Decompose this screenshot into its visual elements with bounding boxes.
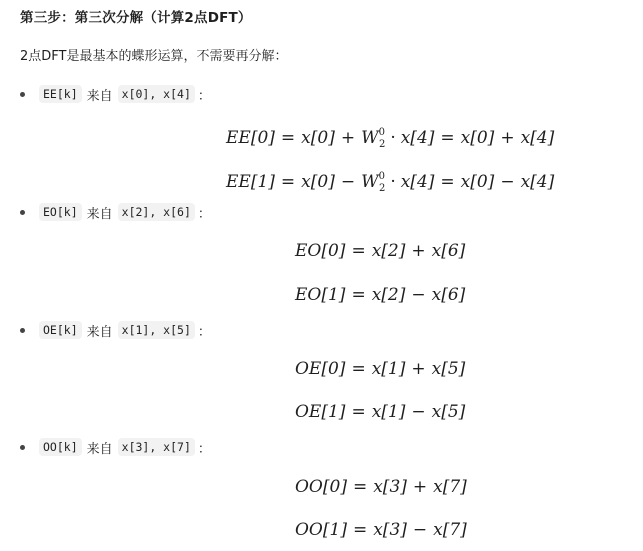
from-label: 来自 bbox=[86, 206, 113, 222]
code-sources-oe: x[1], x[5] bbox=[118, 321, 195, 339]
eq-lhs: EO[1] bbox=[295, 285, 346, 305]
code-sources-ee: x[0], x[4] bbox=[118, 85, 195, 103]
eq-term: x[0] bbox=[301, 128, 335, 148]
equation-ee0 bbox=[226, 122, 554, 156]
bullet-eo bbox=[20, 202, 211, 222]
code-ee-k: EE[k] bbox=[39, 85, 82, 103]
eq-sign: = bbox=[280, 172, 296, 192]
eq-term: x[1] bbox=[371, 402, 406, 422]
eq-term: x[3] bbox=[373, 520, 407, 540]
intro-text: 2点DFT是最基本的蝶形运算，不需要再分解： bbox=[20, 49, 288, 64]
from-label: 来自 bbox=[86, 441, 113, 457]
twiddle-sup: 0 bbox=[378, 127, 385, 138]
eq-sign: = bbox=[280, 128, 296, 148]
bullet-dot bbox=[20, 328, 25, 333]
eq-dot: · bbox=[390, 128, 396, 148]
eq-term: x[1] bbox=[371, 359, 406, 379]
eq-term: x[4] bbox=[520, 172, 555, 192]
eq-term: x[2] bbox=[371, 285, 406, 305]
eq-sign: = bbox=[352, 477, 368, 497]
eq-lhs: OE[1] bbox=[295, 402, 346, 422]
eq-term: x[7] bbox=[433, 520, 467, 540]
eq-lhs: EE[1] bbox=[226, 172, 275, 192]
twiddle-sub: 2 bbox=[378, 183, 386, 194]
equation-oo0 bbox=[295, 476, 467, 498]
equation-eo0 bbox=[295, 240, 465, 262]
eq-term: x[7] bbox=[433, 477, 467, 497]
bullet-oo bbox=[20, 437, 211, 457]
bullet-dot bbox=[20, 210, 25, 215]
eq-op: − bbox=[500, 172, 515, 192]
colon: ： bbox=[197, 88, 211, 104]
section-heading: 第三步：第三次分解（计算2点DFT） bbox=[20, 10, 252, 26]
code-sources-oo: x[3], x[7] bbox=[118, 438, 195, 456]
from-label: 来自 bbox=[86, 324, 113, 340]
eq-term: x[4] bbox=[400, 172, 435, 192]
colon: ： bbox=[197, 206, 211, 222]
code-sources-eo: x[2], x[6] bbox=[118, 203, 195, 221]
colon: ： bbox=[197, 441, 211, 457]
eq-term: x[2] bbox=[371, 241, 406, 261]
equation-oo1 bbox=[295, 519, 467, 541]
bullet-dot bbox=[20, 445, 25, 450]
bullet-dot bbox=[20, 92, 25, 97]
equation-eo1 bbox=[295, 284, 465, 306]
eq-lhs: OO[1] bbox=[295, 520, 347, 540]
twiddle-sub: 2 bbox=[378, 139, 386, 150]
colon: ： bbox=[197, 324, 211, 340]
eq-op: + bbox=[500, 128, 515, 148]
eq-op: + bbox=[340, 128, 356, 148]
eq-lhs: OE[0] bbox=[295, 359, 346, 379]
eq-op: − bbox=[412, 520, 428, 540]
eq-lhs: OO[0] bbox=[295, 477, 347, 497]
eq-sign: = bbox=[351, 241, 366, 261]
eq-sign: = bbox=[351, 285, 366, 305]
eq-term: x[4] bbox=[520, 128, 555, 148]
code-eo-k: EO[k] bbox=[39, 203, 82, 221]
eq-op: − bbox=[340, 172, 356, 192]
eq-sign: = bbox=[440, 128, 455, 148]
eq-term: x[6] bbox=[431, 241, 466, 261]
eq-term: x[0] bbox=[460, 128, 495, 148]
eq-dot: · bbox=[390, 172, 396, 192]
code-oe-k: OE[k] bbox=[39, 321, 82, 339]
bullet-oe bbox=[20, 320, 211, 340]
eq-sign: = bbox=[440, 172, 455, 192]
eq-term: x[5] bbox=[431, 402, 466, 422]
twiddle-factor: W bbox=[361, 172, 379, 192]
from-label: 来自 bbox=[86, 88, 113, 104]
eq-term: x[5] bbox=[431, 359, 466, 379]
equation-oe1 bbox=[295, 401, 465, 423]
twiddle-factor: W bbox=[361, 128, 379, 148]
eq-lhs: EE[0] bbox=[226, 128, 275, 148]
eq-term: x[3] bbox=[373, 477, 407, 497]
eq-term: x[0] bbox=[301, 172, 335, 192]
eq-term: x[4] bbox=[400, 128, 435, 148]
eq-sign: = bbox=[351, 402, 366, 422]
eq-term: x[0] bbox=[460, 172, 495, 192]
twiddle-sup: 0 bbox=[378, 171, 385, 182]
bullet-ee bbox=[20, 84, 211, 104]
eq-op: + bbox=[411, 241, 426, 261]
eq-op: + bbox=[411, 359, 426, 379]
eq-sign: = bbox=[351, 359, 366, 379]
eq-op: + bbox=[412, 477, 428, 497]
eq-term: x[6] bbox=[431, 285, 466, 305]
code-oo-k: OO[k] bbox=[39, 438, 82, 456]
eq-lhs: EO[0] bbox=[295, 241, 346, 261]
eq-op: − bbox=[411, 285, 426, 305]
eq-sign: = bbox=[352, 520, 368, 540]
eq-op: − bbox=[411, 402, 426, 422]
equation-ee1 bbox=[226, 166, 554, 200]
equation-oe0 bbox=[295, 358, 465, 380]
